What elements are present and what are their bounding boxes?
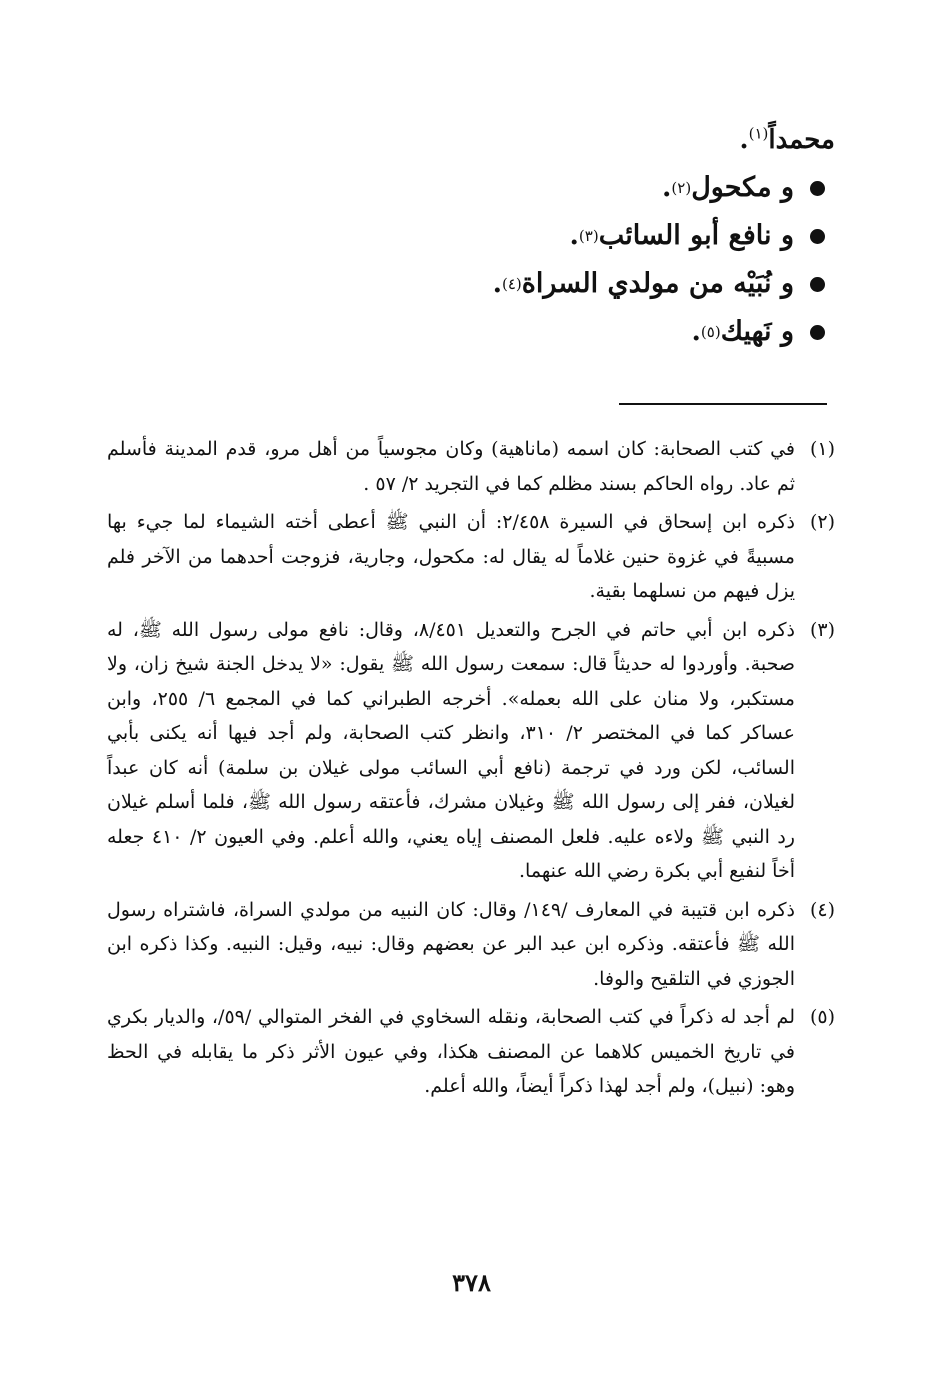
footnote-text: في كتب الصحابة: كان اسمه (ماناهية) وكان مجوسياً من أهل مرو، قدم المدينة فأسلم ثم عاد. رواه الحاكم بسند مظلم كما في التجريد ٢/ ٥٧ . bbox=[107, 438, 795, 495]
page-number: ٣٧٨ bbox=[452, 1268, 491, 1297]
footnote-separator bbox=[619, 403, 827, 405]
bullet-text: و نُبَيْه من مولدي السراة bbox=[521, 268, 794, 299]
bullet-dot-icon bbox=[810, 325, 825, 340]
footnote-number: (٤) bbox=[809, 898, 835, 921]
bullet-dot-icon bbox=[810, 229, 825, 244]
footnotes bbox=[107, 432, 835, 1108]
continuation-end: . bbox=[739, 125, 749, 155]
continuation-line bbox=[115, 118, 835, 162]
bullet-dot-icon bbox=[810, 181, 825, 196]
footnote-number: (٢) bbox=[809, 511, 835, 533]
footnote-text: ذكره ابن أبي حاتم في الجرح والتعديل ٨/٤٥١، وقال: نافع مولى رسول الله ﷺ، له صحبة. وأوردوا له حديثاً قال: سمعت رسول الله ﷺ يقول: «لا يدخل الجنة شيخ زان، ولا مستكبر، ولا منان على الله بعمله». أخرجه الطبراني كما في المجمع ٦/ ٢٥٥، وابن عساكر كما في المختصر ٢/ ٣١٠، وانظر كتب الصحابة، ولم أجد فيها أنه يكنى بأبي السائب، لكن ورد في ترجمة (نافع أبي السائب مولى غيلان بن سلمة) أنه كان عبداً لغيلان، ففر إلى رسول الله ﷺ وغيلان مشرك، فأعتقه رسول الله ﷺ، فلما أسلم غيلان رد النبي ﷺ ولاءه عليه. فلعل المصنف إياه يعني، والله أعلم. وفي العيون ٢/ ٤١٠ جعله أخاً لنفيع أبي بكرة رضي الله عنهما. bbox=[107, 618, 795, 882]
bullet-item: و نافع أبو السائب (٣) . bbox=[115, 212, 825, 260]
bullet-text: و نَهيك bbox=[720, 316, 794, 347]
footnote-text: ذكره ابن قتيبة في المعارف /١٤٩/ وقال: كان النبيه من مولدي السراة، فاشتراه رسول الله ﷺ فأعتقه. وذكره ابن عبد البر عن بعضهم وقال: نبيه، وقيل: النبيه. وكذا ذكره ابن الجوزي في التلقيح والوفا. bbox=[107, 898, 795, 990]
continuation-text: محمداً bbox=[768, 125, 835, 155]
main-text bbox=[115, 118, 835, 356]
footnote-number: (١) bbox=[809, 438, 835, 460]
bullet-list bbox=[115, 164, 835, 356]
footnote bbox=[107, 432, 835, 501]
bullet-text: و مكحول bbox=[691, 172, 794, 203]
footnote bbox=[107, 505, 835, 609]
bullet-item: و مكحول (٢) . bbox=[115, 164, 825, 212]
bullet-end: . bbox=[492, 268, 502, 299]
bullet-end: . bbox=[662, 172, 672, 203]
bullet-text: و نافع أبو السائب bbox=[598, 220, 794, 251]
bullet-end: . bbox=[569, 220, 579, 251]
bullet-item: و نُبَيْه من مولدي السراة (٤) . bbox=[115, 260, 825, 308]
footnote-ref: (١) bbox=[748, 124, 769, 143]
footnote-number: (٣) bbox=[809, 618, 835, 641]
footnote bbox=[107, 893, 835, 997]
footnote-number: (٥) bbox=[809, 1006, 835, 1028]
bullet-end: . bbox=[691, 316, 701, 347]
footnote-text: ذكره ابن إسحاق في السيرة ٢/٤٥٨: أن النبي ﷺ أعطى أخته الشيماء لما جيء بها مسبيةً في غزوة حنين غلاماً له يقال له: مكحول، وجارية، فزوجت أحدهما من الآخر فلم يزل فيهم من نسلهما بقية. bbox=[107, 511, 795, 602]
bullet-item: و نَهيك (٥) . bbox=[115, 308, 825, 356]
footnote-text: لم أجد له ذكراً في كتب الصحابة، ونقله السخاوي في الفخر المتوالي /٥٩/، والديار بكري في تاريخ الخميس كلاهما عن المصنف هكذا، وفي عيون الأثر ذكر ما يقابله في الحظ وهو: (نبيل)، ولم أجد لهذا ذكراً أيضاً، والله أعلم. bbox=[107, 1006, 795, 1097]
bullet-dot-icon bbox=[810, 277, 825, 292]
footnote bbox=[107, 1000, 835, 1104]
footnote bbox=[107, 613, 835, 889]
